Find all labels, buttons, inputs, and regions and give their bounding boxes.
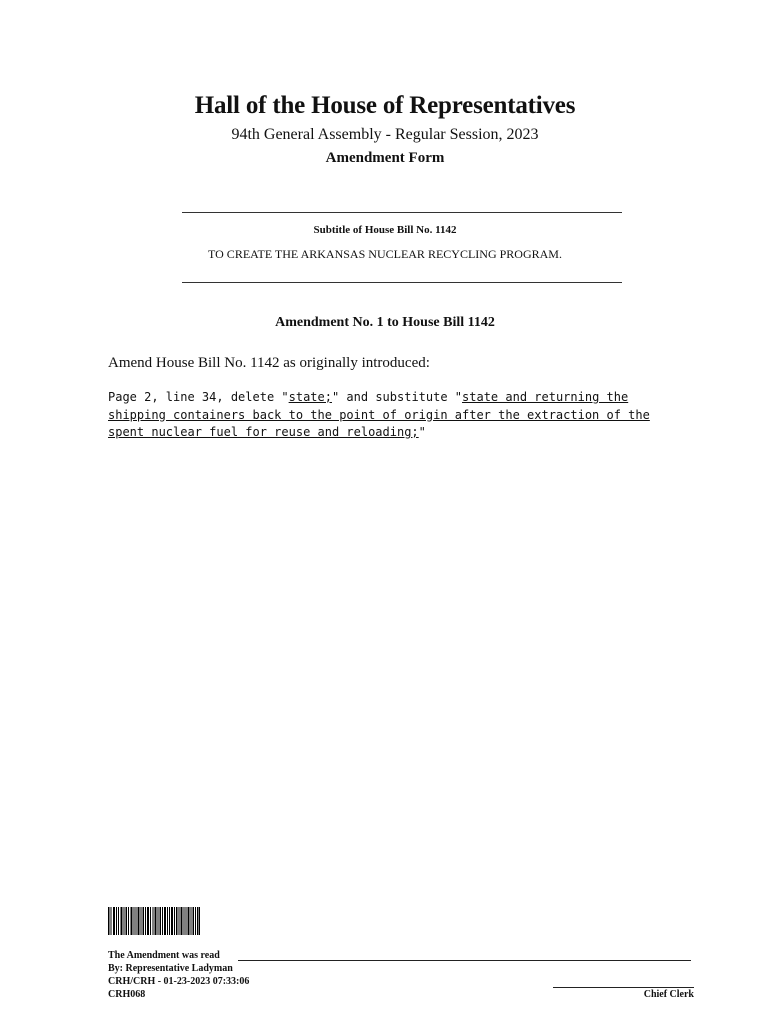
clerk-signature-line	[553, 987, 694, 988]
subtitle-heading: Subtitle of House Bill No. 1142	[313, 224, 457, 236]
sponsor-line: By: Representative Ladyman	[108, 963, 233, 974]
subtitle-text: TO CREATE THE ARKANSAS NUCLEAR RECYCLING PROGRAM.	[208, 247, 562, 261]
body-prefix: Page 2, line 34, delete "	[108, 390, 289, 404]
read-signature-line	[238, 960, 691, 961]
chief-clerk-label: Chief Clerk	[643, 989, 694, 1000]
document-title: Hall of the House of Representatives	[194, 92, 576, 119]
session-line: 94th General Assembly - Regular Session, 2023	[231, 126, 539, 143]
deleted-word: state;	[288, 390, 332, 404]
substitute-text-1: state and returning the	[462, 390, 629, 404]
read-label: The Amendment was read	[108, 950, 220, 961]
substitute-text-2: shipping containers back to the point of origin after the extraction of the	[108, 407, 650, 422]
bottom-divider	[182, 282, 622, 283]
body-mid: " and substitute "	[331, 390, 463, 404]
barcode-image	[108, 907, 200, 935]
amendment-body	[108, 389, 688, 442]
drafter-code-line: CRH/CRH - 01-23-2023 07:33:06	[108, 976, 250, 987]
substitute-text-3: spent nuclear fuel for reuse and reloading;	[108, 425, 419, 439]
closing-quote: "	[418, 425, 426, 439]
document-code: CRH068	[108, 989, 146, 1000]
amendment-intro: Amend House Bill No. 1142 as originally introduced:	[108, 355, 430, 371]
form-name: Amendment Form	[325, 150, 445, 166]
amendment-title: Amendment No. 1 to House Bill 1142	[275, 315, 495, 330]
top-divider	[182, 212, 622, 213]
